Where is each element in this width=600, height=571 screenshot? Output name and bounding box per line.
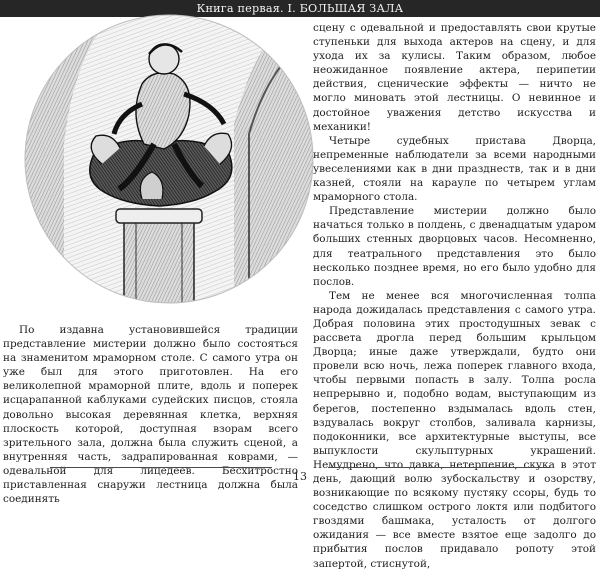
footer-rule-right [328,467,550,468]
running-title: Книга первая. I. БОЛЬШАЯ ЗАЛА [196,2,404,15]
paragraph: Представление мистерии должно было начаться только в полдень, с двенадцатым ударом больших стенных дворцовых часов. Несомненно, для театрального представления это было несколько позднее время, но его было удобно для послов. [313,205,596,288]
footer-rule-left [50,467,272,468]
page-number: 13 [293,470,307,483]
engraving-figure-on-column-icon [24,14,314,304]
paragraph: сцену с одевальной и предоставлять свои крутые ступеньки для выхода актеров на сцену, и для ухода их за кулисы. Таким образом, любое неожиданное появление актера, перипетии действия, сценические эффекты — ничто не могло миновать этой лестницы. О невинное и достойное уважения детство искусства и механики! [313,22,596,133]
paragraph: Тем не менее вся многочисленная толпа народа дожидалась представления с самого утра. Добрая половина этих простодушных зевак с рассвета дрогла перед большим крыльцом Дворца; иные даже утверждали, будто они провели всю ночь, лежа поперек главного входа, чтобы первыми попасть в залу. Толпа росла непрерывно и, подобно водам, выступающим из берегов, постепенно вздымалась вдоль стен, вздувалась вокруг столбов, заливала карнизы, подоконники, все архитектурные выступы, все выпуклости скульптурных украшений. Немудрено, что давка, нетерпение, скука в этот день, дающий волю зубоскальству и озорству, возникающие по всякому пустяку ссоры, будь то соседство слишком острого локтя или подбитого гвоздями башмака, усталость от долгого ожидания — все вместе взятое еще задолго до прибытия послов придавало ропоту этой запертой, стиснутой, [313,289,596,570]
left-text-column [3,323,298,506]
right-text-column [313,21,596,571]
paragraph: По издавна установившейся традиции представление мистерии должно было состояться на знаменитом мраморном столе. С самого утра он уже был для этого приготовлен. На его великолепной мраморной плите, вдоль и поперек исцарапанной каблуками судейских писцов, стояла довольно высокая деревянная клетка, верхняя плоскость которой, доступная взорам всего зрительного зала, должна была служить сценой, а внутренняя часть, задрапированная коврами, — одевальной для лицедеев. Бесхитростно приставленная снаружи лестница должна была соединять [3,324,298,506]
paragraph: Четыре судебных пристава Дворца, непременные наблюдатели за всеми народными увеселениями как в дни празднеств, так и в дни казней, стояли на карауле по четырем углам мраморного стола. [313,134,596,204]
